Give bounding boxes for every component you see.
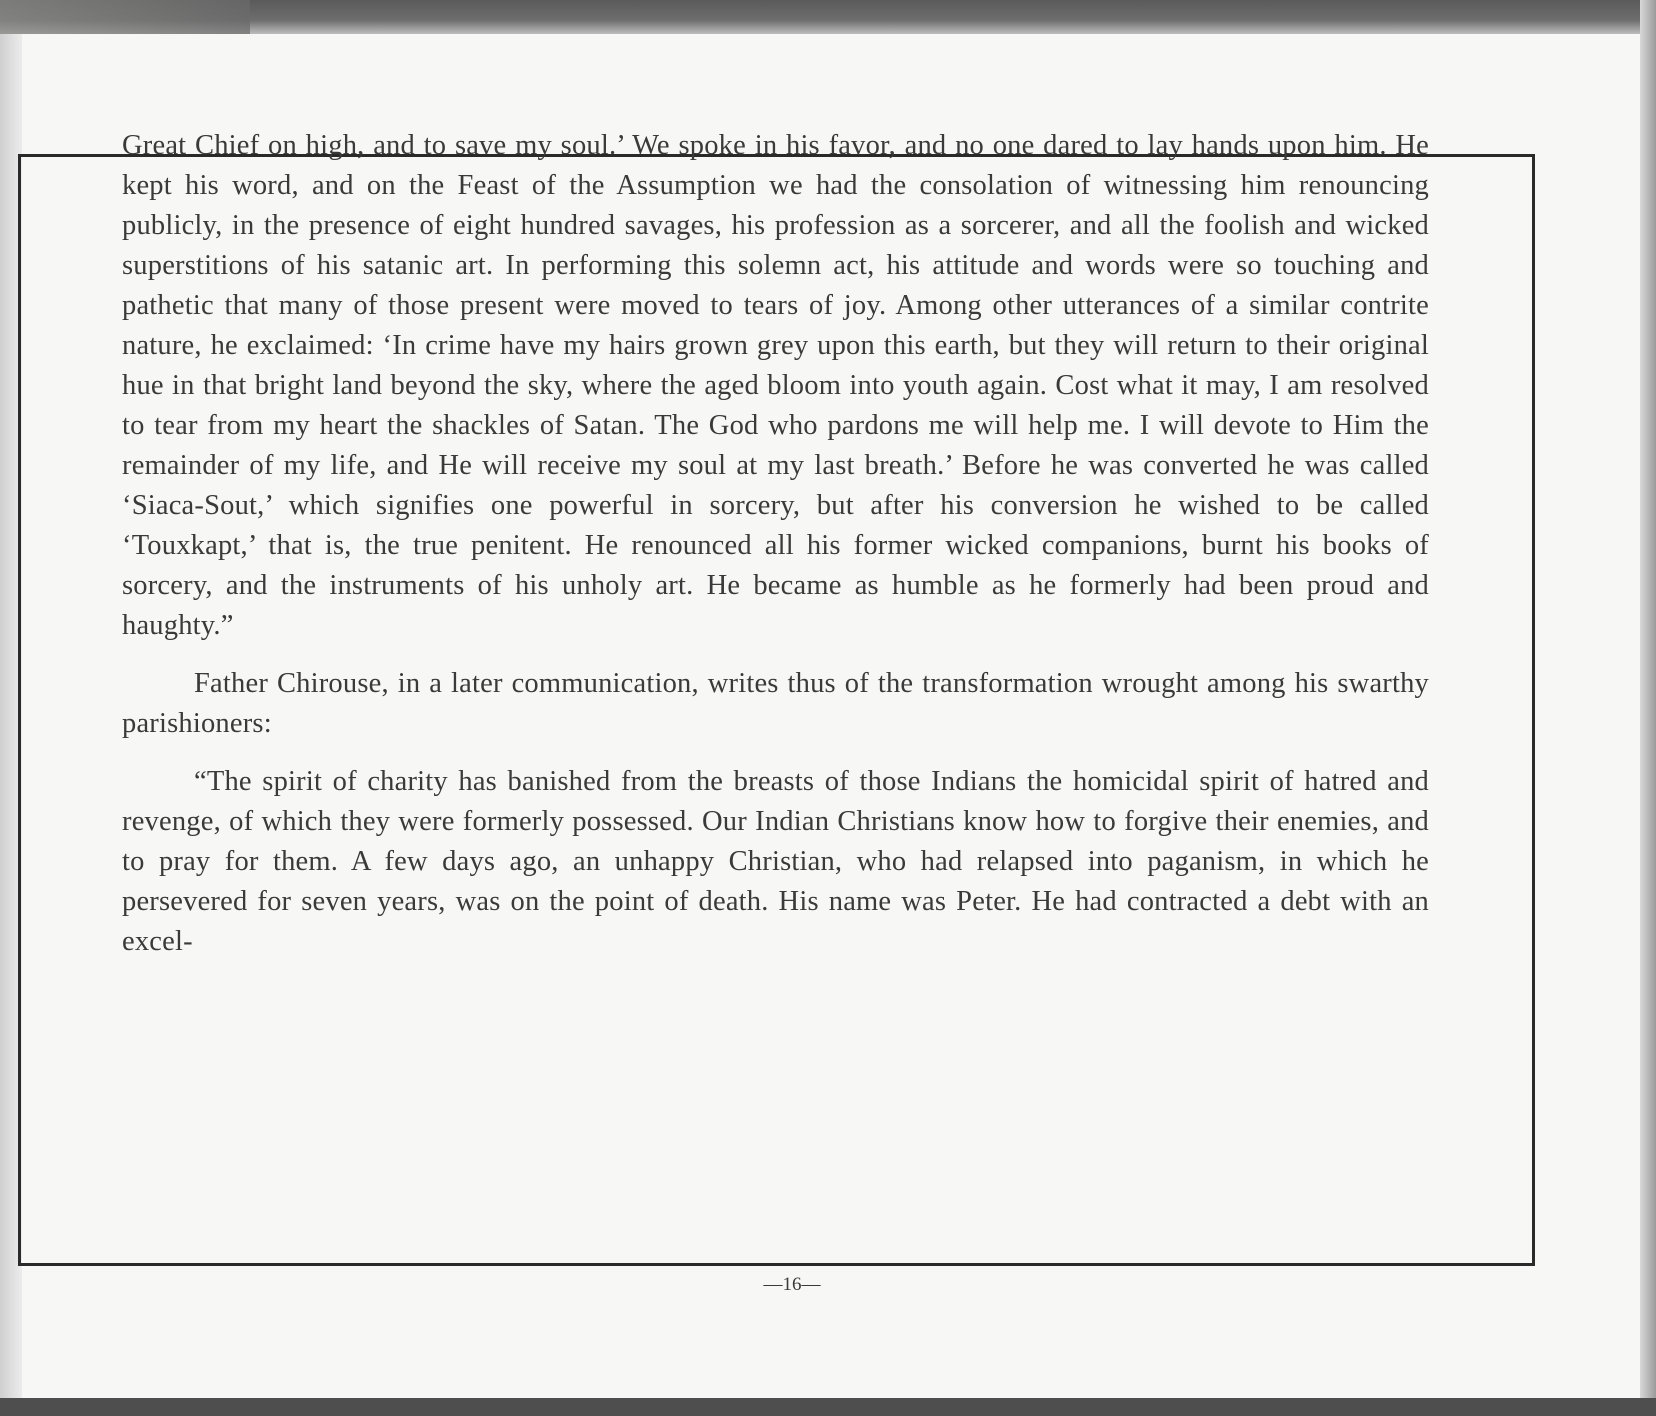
scan-bottom-edge bbox=[0, 1398, 1656, 1416]
scan-right-edge bbox=[1640, 0, 1656, 1398]
paragraph-2: Father Chirouse, in a later communication, writes thus of the transformation wrought among his swarthy parishioners: bbox=[122, 668, 1429, 739]
paragraph-3: “The spirit of charity has banished from the breasts of those Indians the homicidal spirit of hatred and revenge, of which they were formerly possessed. Our Indian Christians know how to forgive their enemies, and to pray for them. A few days ago, an unhappy Christian, who had relapsed into paganism, in which he persevered for seven years, was on the point of death. His name was Peter. He had contracted a debt with an excel- bbox=[122, 766, 1429, 957]
page-number: —16— bbox=[763, 1274, 821, 1295]
scan-top-edge bbox=[0, 0, 1656, 34]
book-page bbox=[22, 34, 1640, 1398]
paragraph-1: Great Chief on high, and to save my soul.’ We spoke in his favor, and no one dared to lay hands upon him. He kept his word, and on the Feast of the Assumption we had the consolation of witnessing him renouncing publicly, in the presence of eight hundred savages, his profession as a sorcerer, and all the foolish and wicked superstitions of his satanic art. In performing this solemn act, his attitude and words were so touching and pathetic that many of those present were moved to tears of joy. Among other utterances of a similar contrite nature, he exclaimed: ‘In crime have my hairs grown grey upon this earth, but they will return to their original hue in that bright land beyond the sky, where the aged bloom into youth again. Cost what it may, I am resolved to tear from my heart the shackles of Satan. The God who pardons me will help me. I will devote to Him the remainder of my life, and He will receive my soul at my last breath.’ Before he was converted he was called ‘Siaca-Sout,’ which signifies one powerful in sorcery, but after his conversion he wished to be called ‘Touxkapt,’ that is, the true penitent. He renounced all his former wicked companions, burnt his books of sorcery, and the instruments of his unholy art. He became as humble as he formerly had been proud and haughty.” bbox=[122, 130, 1429, 641]
body-text bbox=[122, 126, 1429, 962]
